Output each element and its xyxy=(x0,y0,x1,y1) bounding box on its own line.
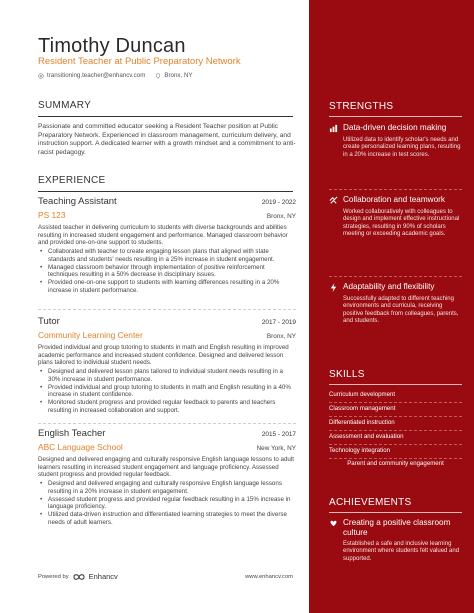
experience-divider xyxy=(38,191,293,192)
powered-by-label: Powered by xyxy=(38,573,69,580)
strength-separator xyxy=(329,276,462,277)
brand-name: Enhancv xyxy=(88,572,118,581)
job-entry xyxy=(38,196,296,294)
powered-by xyxy=(38,572,118,581)
summary-heading: SUMMARY xyxy=(38,100,92,111)
job-title: English Teacher xyxy=(38,428,106,439)
skill-separator xyxy=(329,458,462,459)
job-separator xyxy=(38,423,296,424)
skills-divider xyxy=(329,384,462,385)
candidate-name: Timothy Duncan xyxy=(38,35,186,57)
achievement-description: Established a safe and inclusive learning environment where students felt valued and supported. xyxy=(343,541,460,562)
list-item: • Managed classroom behavior through implementation of positive reinforcement techniques resulting in a 50% decrease in disciplinary issues. xyxy=(38,264,296,279)
strength-title: Adaptability and flexibility xyxy=(343,282,435,291)
job-description: Assisted teacher in delivering curriculum to students with diverse backgrounds and abilities resulting in increased student engagement and performance. Managed classroom behavior and provided one-on-one support to students. xyxy=(38,224,288,247)
map-pin-icon xyxy=(155,73,161,79)
skill-item: Technology integration xyxy=(329,447,390,454)
location-contact xyxy=(155,72,192,79)
strength-title: Data-driven decision making xyxy=(343,123,447,132)
strengths-heading: STRENGTHS xyxy=(329,101,394,112)
strength-item xyxy=(329,123,462,159)
job-separator xyxy=(38,309,296,310)
skill-item: Assessment and evaluation xyxy=(329,433,404,440)
list-item: • Monitored student progress and provided regular feedback to parents and teachers resulting in increased collaboration and support. xyxy=(38,399,296,414)
skill-item: Curriculum development xyxy=(329,391,396,398)
skill-separator xyxy=(329,416,462,417)
company-name: Community Learning Center xyxy=(38,330,143,340)
list-item: • Assessed student progress and provided regular feedback resulting in a 15% increase in language proficiency. xyxy=(38,496,296,511)
list-item: • Provided individual and group tutoring to students in math and English resulting in a 40% increase in student confidence. xyxy=(38,384,296,399)
strength-separator xyxy=(329,189,462,190)
list-item: • Designed and delivered lesson plans tailored to individual student needs resulting in a 30% increase in student performance. xyxy=(38,368,296,383)
skill-item: Classroom management xyxy=(329,405,396,412)
job-dates: 2015 - 2017 xyxy=(261,431,296,438)
job-description: Designed and delivered engaging and culturally responsive English language lessons to adult learners resulting in increased student engagement and language proficiency. Assessed student progress and provided regular feedback. xyxy=(38,456,294,479)
achievement-title: Creating a positive classroom culture xyxy=(343,518,451,537)
strength-item xyxy=(329,282,462,326)
bar-chart-icon xyxy=(329,124,338,133)
summary-divider xyxy=(38,116,293,117)
job-dates: 2017 - 2019 xyxy=(261,319,296,326)
list-item: • Collaborated with teacher to create engaging lesson plans that aligned with state standards and students' needs resulting in a 25% increase in student engagement. xyxy=(38,248,296,263)
strength-description: Worked collaboratively with colleagues to design and implement effective instructional strategies, resulting in 90% of scholars meeting or exceeding academic goals. xyxy=(343,209,460,238)
lightning-icon xyxy=(329,283,338,292)
location-text: Bronx, NY xyxy=(164,72,193,79)
strengths-divider xyxy=(329,116,462,117)
job-title: Teaching Assistant xyxy=(38,196,117,207)
strength-description: Successfully adapted to different teaching environments and curricula, receiving positive feedback from colleagues, parents, and students. xyxy=(343,296,459,325)
page-footer xyxy=(38,572,293,581)
email-text: transitioning.teacher@enhancv.com xyxy=(47,72,146,79)
skill-item: Parent and community engagement xyxy=(347,460,444,467)
job-entry xyxy=(38,316,296,414)
job-description: Provided individual and group tutoring to students in math and English resulting in improved academic performance and increased student confidence. Designed and delivered lesson plans tailored to individual student needs. xyxy=(38,344,289,367)
job-bullets xyxy=(38,248,296,294)
company-name: PS 123 xyxy=(38,210,66,220)
strength-title: Collaboration and teamwork xyxy=(343,195,445,204)
skills-heading: SKILLS xyxy=(329,369,365,380)
skill-separator xyxy=(329,444,462,445)
handshake-icon xyxy=(329,196,338,205)
job-location: New York, NY xyxy=(256,445,296,452)
experience-heading: EXPERIENCE xyxy=(38,175,106,186)
job-dates: 2019 - 2022 xyxy=(261,199,296,206)
company-name: ABC Language School xyxy=(38,442,123,452)
skill-separator xyxy=(329,430,462,431)
job-bullets xyxy=(38,368,296,414)
summary-text: Passionate and committed educator seeking a Resident Teacher position at Public Preparatory Network. Experienced in classroom management, curriculum delivery, and instruction support. A dedicated learner with a growth mindset and a commitment to anti-racist pedagogy. xyxy=(38,123,296,156)
candidate-title: Resident Teacher at Public Preparatory Network xyxy=(38,56,241,67)
list-item: • Provided one-on-one support to students with learning differences resulting in a 20% increase in student performance. xyxy=(38,279,296,294)
job-location: Bronx, NY xyxy=(266,333,296,340)
strength-item xyxy=(329,195,462,239)
job-entry xyxy=(38,428,296,526)
achievements-divider xyxy=(329,512,462,513)
heart-hand-icon xyxy=(329,519,338,528)
contact-line xyxy=(38,72,193,79)
list-item: • Utilized data-driven instruction and differentiated learning strategies to meet the diverse needs of adult learners. xyxy=(38,511,296,526)
skill-separator xyxy=(329,402,462,403)
enhancv-logo-icon xyxy=(73,573,85,581)
footer-url[interactable]: www.enhancv.com xyxy=(245,573,293,580)
job-bullets xyxy=(38,480,296,526)
job-location: Bronx, NY xyxy=(266,213,296,220)
strength-description: Utilized data to identify scholar's needs and create personalized learning plans, resulting in a 20% increase in test scores. xyxy=(343,137,461,158)
email-contact[interactable] xyxy=(38,72,145,79)
sidebar xyxy=(309,0,474,613)
achievement-item xyxy=(329,518,462,563)
at-sign-icon xyxy=(38,73,44,79)
skill-item: Differentiated instruction xyxy=(329,419,395,426)
achievements-heading: ACHIEVEMENTS xyxy=(329,497,412,508)
list-item: • Designed and delivered engaging and culturally responsive English language lessons resulting in a 20% increase in student engagement. xyxy=(38,480,296,495)
job-title: Tutor xyxy=(38,316,60,327)
